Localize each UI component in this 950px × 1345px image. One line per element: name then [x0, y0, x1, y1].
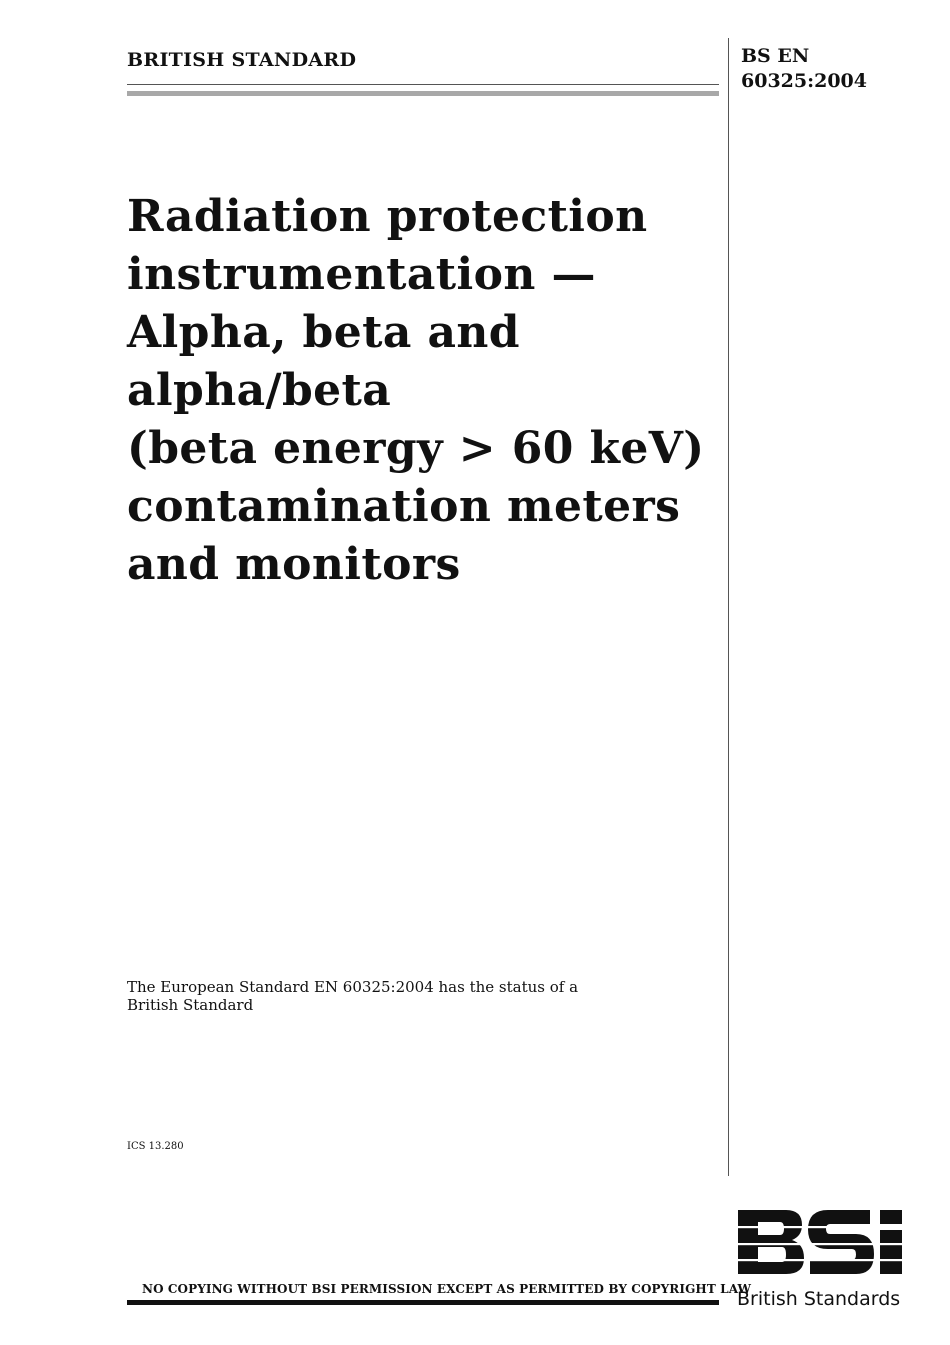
- title-line: instrumentation —: [127, 249, 596, 300]
- title-line: alpha/beta: [127, 365, 392, 416]
- standard-number-line1: BS EN: [741, 45, 810, 67]
- standard-number-line2: 60325:2004: [741, 70, 867, 92]
- bsi-logo: [736, 1208, 906, 1312]
- title-line: (beta energy > 60 keV): [127, 423, 705, 474]
- document-title: [127, 188, 722, 594]
- vertical-divider: [728, 38, 729, 1176]
- bsi-tagline: British Standards: [737, 1288, 901, 1310]
- title-line: Radiation protection: [127, 191, 648, 242]
- header-rule-thick: [127, 91, 719, 96]
- copyright-notice: NO COPYING WITHOUT BSI PERMISSION EXCEPT AS PERMITTED BY COPYRIGHT LAW: [142, 1282, 752, 1296]
- title-line: and monitors: [127, 539, 461, 590]
- status-note-line2: British Standard: [127, 996, 254, 1014]
- status-note: [127, 978, 578, 1014]
- standard-number: [741, 44, 867, 94]
- title-line: Alpha, beta and: [127, 307, 520, 358]
- ics-code: ICS 13.280: [127, 1141, 184, 1152]
- status-note-line1: The European Standard EN 60325:2004 has the status of a: [127, 978, 579, 996]
- header-label: BRITISH STANDARD: [127, 49, 357, 71]
- header-rule-thin: [127, 84, 719, 85]
- bsi-wordmark-icon: [736, 1208, 906, 1276]
- footer-rule: [127, 1300, 719, 1305]
- title-line: contamination meters: [127, 481, 681, 532]
